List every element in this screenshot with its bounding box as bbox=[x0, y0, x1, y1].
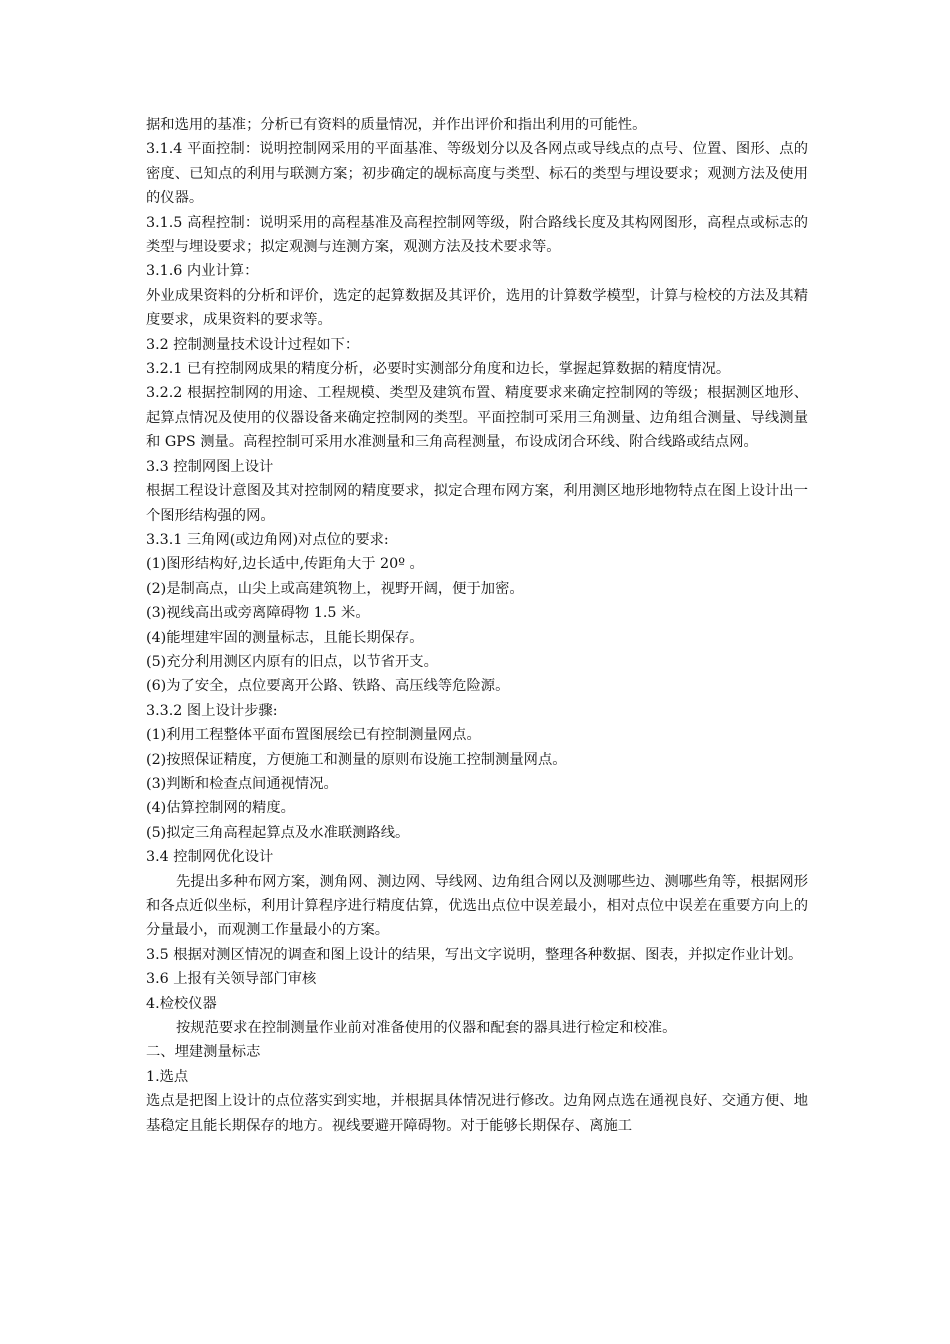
paragraph: 3.1.5 高程控制：说明采用的高程基准及高程控制网等级，附合路线长度及其构网图形，高程点或标志的类型与埋设要求；拟定观测与连测方案，观测方法及技术要求等。 bbox=[146, 214, 808, 256]
paragraph: 3.2 控制测量技术设计过程如下： bbox=[146, 336, 360, 353]
document-page bbox=[146, 113, 808, 1138]
paragraph: 3.4 控制网优化设计 bbox=[146, 849, 274, 866]
paragraph: (1)利用工程整体平面布置图展绘已有控制测量网点。 bbox=[146, 727, 481, 744]
paragraph: 按规范要求在控制测量作业前对准备使用的仪器和配套的器具进行检定和校准。 bbox=[176, 1020, 677, 1037]
paragraph: 根据工程设计意图及其对控制网的精度要求，拟定合理布网方案，利用测区地形地物特点在图上设计出一个图形结构强的网。 bbox=[146, 483, 808, 524]
paragraph: 选点是把图上设计的点位落实到实地，并根据具体情况进行修改。边角网点选在通视良好、交通方便、地基稳定且能长期保存的地方。视线要避开障碍物。对于能够长期保存、离施工 bbox=[146, 1093, 808, 1134]
paragraph: 3.2.2 根据控制网的用途、工程规模、类型及建筑布置、精度要求来确定控制网的等级；根据测区地形、起算点情况及使用的仪器设备来确定控制网的类型。平面控制可采用三角测量、边角组合测量、导线测量和 GPS 测量。高程控制可采用水准测量和三角高程测量，布设成闭合环线、附合线路或结点网。 bbox=[146, 385, 808, 451]
paragraph: 3.5 根据对测区情况的调查和图上设计的结果，写出文字说明，整理各种数据、图表，并拟定作业计划。 bbox=[146, 946, 803, 963]
paragraph: 3.3.1 三角网(或边角网)对点位的要求: bbox=[146, 531, 389, 548]
paragraph: 3.3 控制网图上设计 bbox=[146, 458, 274, 475]
paragraph: 二、埋建测量标志 bbox=[146, 1044, 261, 1061]
paragraph: 3.2.1 已有控制网成果的精度分析，必要时实测部分角度和边长，掌握起算数据的精度情况。 bbox=[146, 361, 731, 378]
paragraph: (3)视线高出或旁离障碍物 1.5 米。 bbox=[146, 605, 370, 622]
paragraph: 据和选用的基准；分析已有资料的质量情况，并作出评价和指出利用的可能性。 bbox=[146, 117, 647, 133]
paragraph: 3.6 上报有关领导部门审核 bbox=[146, 971, 317, 988]
paragraph: 3.3.2 图上设计步骤: bbox=[146, 702, 278, 719]
paragraph: (2)按照保证精度，方便施工和测量的原则布设施工控制测量网点。 bbox=[146, 751, 567, 768]
paragraph: 1.选点 bbox=[146, 1068, 189, 1085]
paragraph: (4)估算控制网的精度。 bbox=[146, 800, 295, 817]
paragraph: (5)充分利用测区内原有的旧点，以节省开支。 bbox=[146, 653, 438, 670]
paragraph: (5)拟定三角高程起算点及水准联测路线。 bbox=[146, 824, 410, 841]
paragraph: 先提出多种布网方案，测角网、测边网、导线网、边角组合网以及测哪些边、测哪些角等，根据网形和各点近似坐标，利用计算程序进行精度估算，优选出点位中误差最小，相对点位中误差在重要方向上的分量最小，而观测工作量最小的方案。 bbox=[146, 873, 808, 939]
paragraph: (6)为了安全，点位要离开公路、铁路、高压线等危险源。 bbox=[146, 678, 510, 695]
paragraph: (1)图形结构好,边长适中,传距角大于 20º 。 bbox=[146, 556, 424, 573]
paragraph: 4.检校仪器 bbox=[146, 995, 217, 1012]
paragraph: (3)判断和检查点间通视情况。 bbox=[146, 775, 338, 792]
paragraph: 3.1.4 平面控制：说明控制网采用的平面基准、等级划分以及各网点或导线点的点号、位置、图形、点的密度、已知点的利用与联测方案；初步确定的觇标高度与类型、标石的类型与埋设要求；观测方法及使用的仪器。 bbox=[146, 141, 808, 207]
paragraph: (4)能埋建牢固的测量标志，且能长期保存。 bbox=[146, 629, 424, 646]
paragraph: (2)是制高点，山尖上或高建筑物上，视野开阔，便于加密。 bbox=[146, 580, 524, 597]
paragraph: 3.1.6 内业计算： bbox=[146, 263, 259, 280]
paragraph: 外业成果资料的分析和评价，选定的起算数据及其评价，选用的计算数学模型，计算与检校的方法及其精度要求，成果资料的要求等。 bbox=[146, 287, 808, 329]
